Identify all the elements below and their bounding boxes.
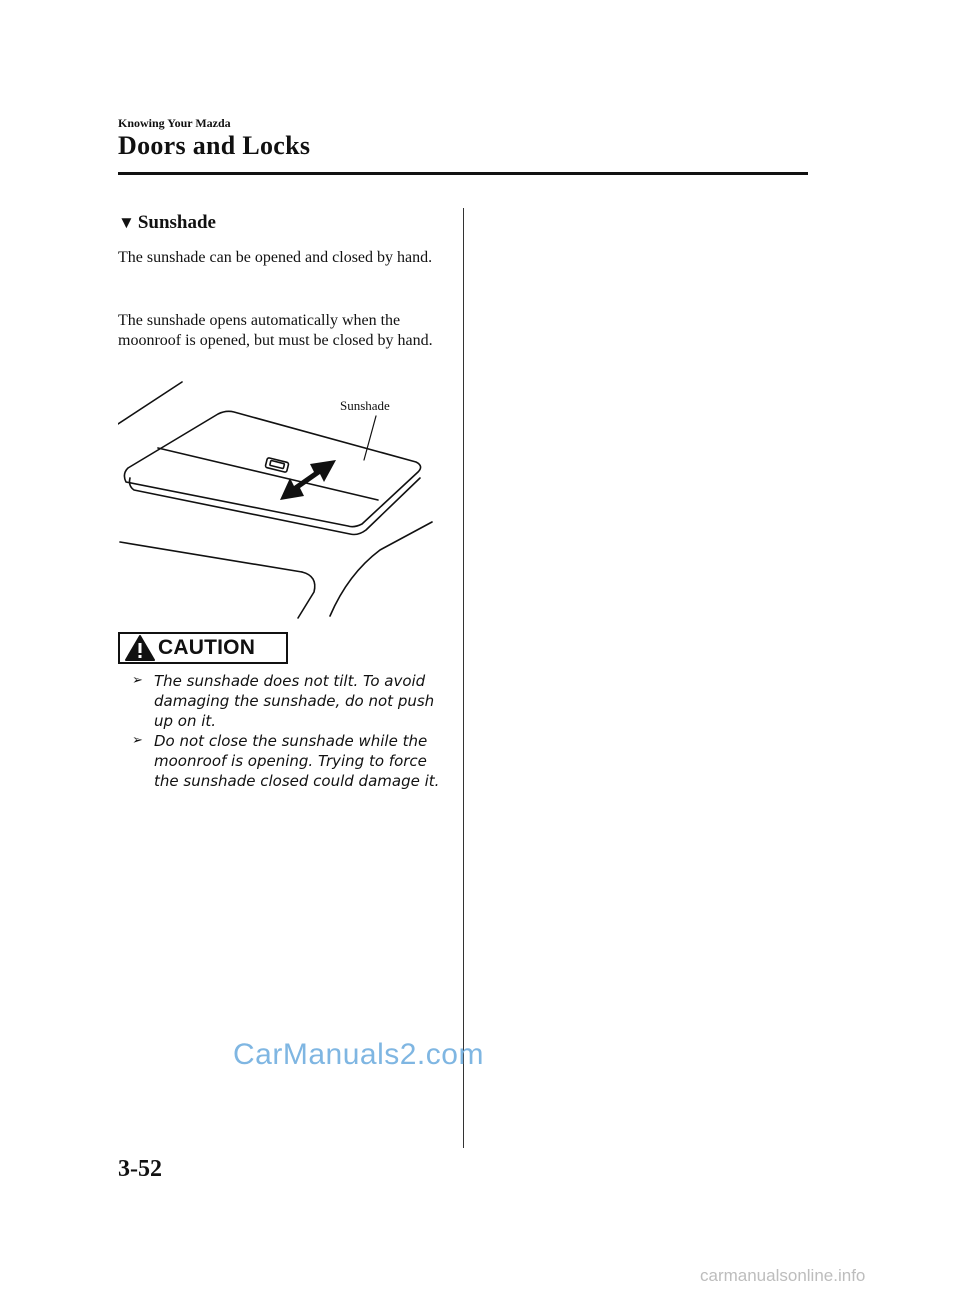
sunshade-seam-line (158, 448, 378, 500)
column-divider (463, 208, 464, 1148)
header-rule (118, 172, 808, 175)
watermark: CarManuals2.com (233, 1038, 484, 1071)
arrow-bullet-icon: ➢ (132, 673, 143, 688)
section-title: Doors and Locks (118, 131, 311, 160)
triangle-marker-icon: ▼ (118, 213, 135, 232)
caution-item-text: Do not close the sunshade while the moonroof is opening. Trying to force the sunshade closed could damage it. (154, 732, 440, 790)
headliner-corner (298, 572, 315, 618)
arrow-bullet-icon: ➢ (132, 733, 143, 748)
caution-list (132, 671, 452, 791)
headliner-edge-line (120, 542, 302, 572)
sunshade-panel-thickness (130, 478, 421, 535)
sunshade-handle (265, 457, 289, 472)
sub-heading (118, 212, 216, 234)
caution-banner (118, 632, 288, 664)
callout-label: Sunshade (340, 398, 390, 413)
paragraph-hand-operation: The sunshade can be opened and closed by hand. (118, 249, 433, 266)
footer-site: carmanualsonline.info (700, 1266, 866, 1285)
breadcrumb: Knowing Your Mazda (118, 116, 231, 130)
warning-triangle-icon (124, 634, 156, 662)
sunshade-illustration (118, 378, 440, 624)
caution-item (132, 671, 452, 731)
caution-item-text: The sunshade does not tilt. To avoid damaging the sunshade, do not push up on it. (154, 672, 435, 730)
sub-heading-text: Sunshade (137, 212, 216, 233)
callout-leader-line (364, 416, 376, 460)
page-number: 3-52 (118, 1156, 162, 1182)
roof-edge-line (118, 382, 182, 424)
windshield-pillar-line (330, 522, 432, 616)
caution-label: CAUTION (158, 636, 256, 659)
paragraph-auto-open: The sunshade opens automatically when the moonroof is opened, but must be closed by hand. (118, 312, 433, 349)
caution-item (132, 731, 452, 791)
